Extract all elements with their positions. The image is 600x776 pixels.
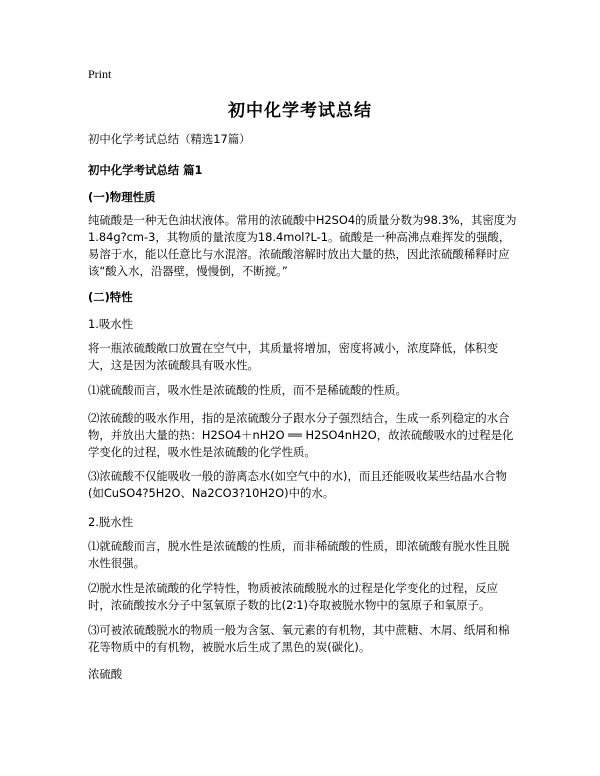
section-heading: 初中化学考试总结 篇1 <box>88 163 203 177</box>
water-absorption-point-3: ⑶浓硫酸不仅能吸收一般的游离态水(如空气中的水)，而且还能吸收某些结晶水合物(如CuSO4?5H2O、Na2CO3?10H2O)中的水。 <box>88 469 507 500</box>
dehydration-point-3: ⑶可被浓硫酸脱水的物质一般为含氢、氧元素的有机物，其中蔗糖、木屑、纸屑和棉花等物质中的有机物，被脱水后生成了黑色的炭(碳化)。 <box>88 623 510 654</box>
tail-text: 浓硫酸 <box>88 667 123 681</box>
characteristics-heading: (二)特性 <box>88 290 133 304</box>
water-absorption-point-1: ⑴就硫酸而言，吸水性是浓硫酸的性质，而不是稀硫酸的性质。 <box>88 383 407 397</box>
dehydration-title: 2.脱水性 <box>88 515 134 529</box>
dehydration-point-1: ⑴就硫酸而言，脱水性是浓硫酸的性质，而非稀硫酸的性质，即浓硫酸有脱水性且脱水性很强。 <box>88 539 510 570</box>
page-title: 初中化学考试总结 <box>228 101 372 121</box>
water-absorption-title: 1.吸水性 <box>88 317 134 331</box>
physical-properties-heading: (一)物理性质 <box>88 190 156 204</box>
dehydration-point-2: ⑵脱水性是浓硫酸的化学特性，物质被浓硫酸脱水的过程是化学变化的过程，反应时，浓硫酸按水分子中氢氧原子数的比(2∶1)夺取被脱水物中的氢原子和氧原子。 <box>88 581 499 612</box>
print-link[interactable]: Print <box>88 67 112 81</box>
water-absorption-point-2: ⑵浓硫酸的吸水作用，指的是浓硫酸分子跟水分子强烈结合，生成一系列稳定的水合物，并放出大量的热：H2SO4＋nH2O ══ H2SO4nH2O，故浓硫酸吸水的过程是化学变化的过程，吸水性是浓硫酸的化学性质。 <box>88 411 514 459</box>
physical-properties-paragraph: 纯硫酸是一种无色油状液体。常用的浓硫酸中H2SO4的质量分数为98.3%，其密度为1.84g?cm-3，其物质的量浓度为18.4mol?L-1。硫酸是一种高沸点难挥发的强酸，易溶于水，能以任意比与水混溶。浓硫酸溶解时放出大量的热，因此浓硫酸稀释时应该“酸入水，沿器壁，慢慢倒，不断搅。” <box>88 213 517 278</box>
subtitle: 初中化学考试总结（精选17篇） <box>88 132 251 146</box>
water-absorption-paragraph: 将一瓶浓硫酸敞口放置在空气中，其质量将增加，密度将减小，浓度降低，体积变大，这是因为浓硫酸具有吸水性。 <box>88 341 499 372</box>
